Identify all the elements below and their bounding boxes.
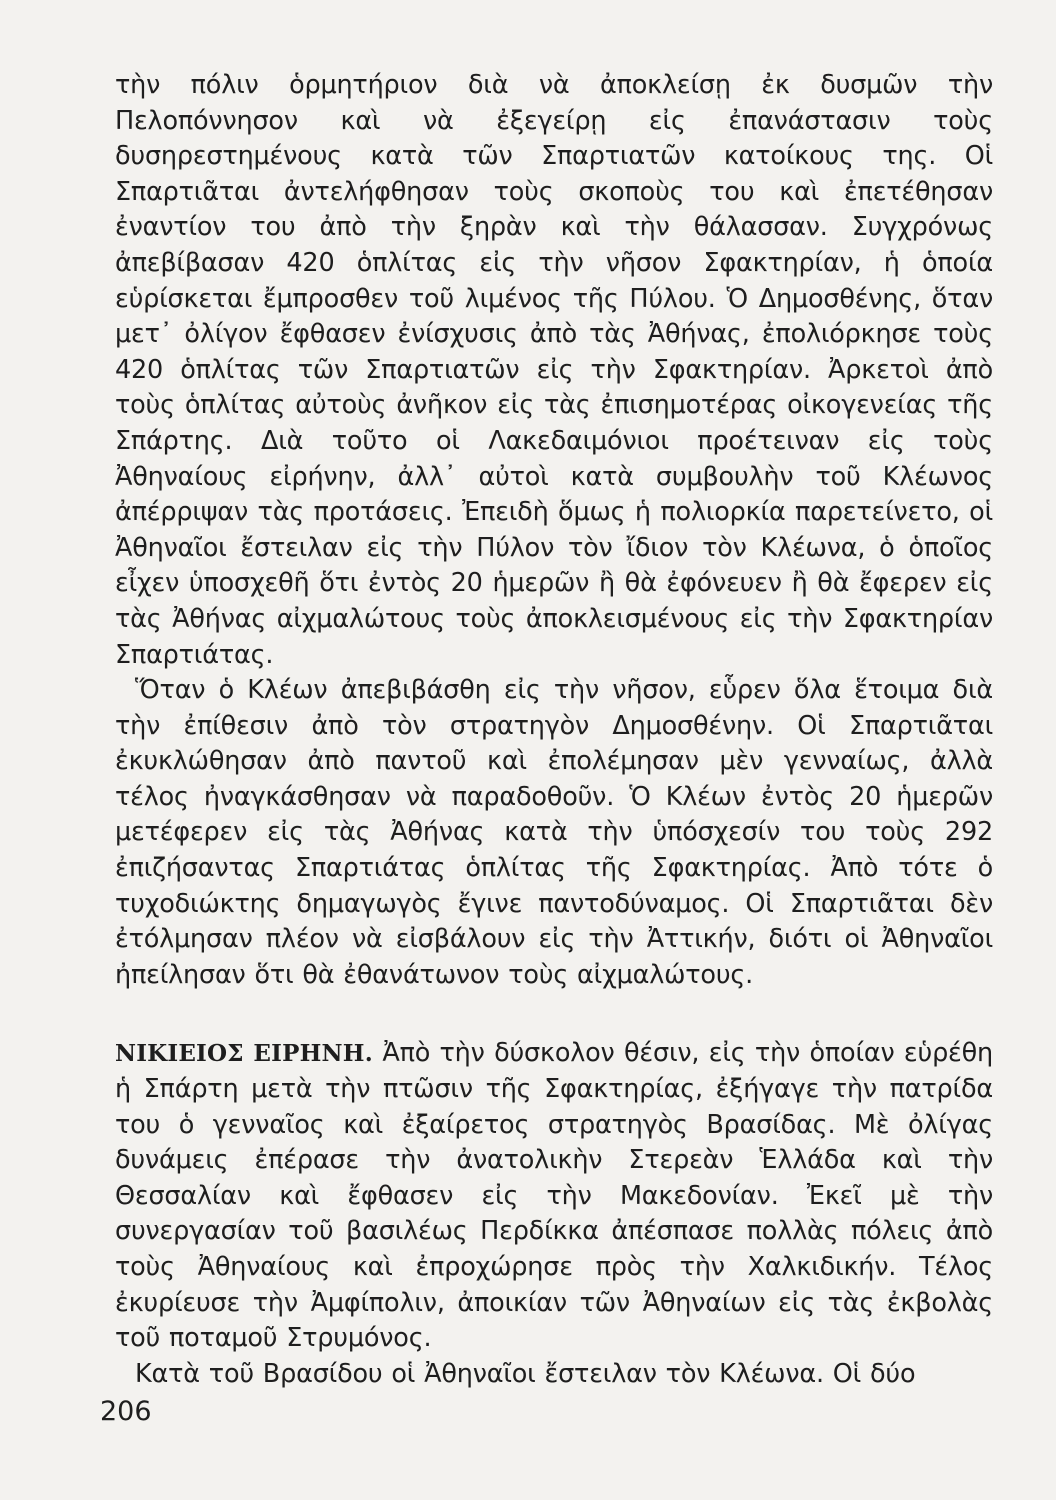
section-paragraph-2: Κατὰ τοῦ Βρασίδου οἱ Ἀθηναῖοι ἔστειλαν τὸν Κλέωνα. Οἱ δύο: [135, 1358, 916, 1389]
body-paragraph-2: Ὅταν ὁ Κλέων ἀπεβιβάσθη εἰς τὴν νῆσον, εὗρεν ὅλα ἕτοιμα διὰ τὴν ἐπίθεσιν ἀπὸ τὸν στρατηγὸν Δημοσθένην. Οἱ Σπαρτιᾶται ἐκυκλώθησαν ἀπὸ παντοῦ καὶ ἐπολέμησαν μὲν γενναίως, ἀλλὰ τέλος ἠναγκάσθησαν νὰ παραδοθοῦν. Ὁ Κλέων ἐντὸς 20 ἡμερῶν μετέφερεν εἰς τὰς Ἀθήνας κατὰ τὴν ὑπόσχεσίν του τοὺς 292 ἐπιζήσαντας Σπαρτιάτας ὁπλίτας τῆς Σφακτηρίας. Ἀπὸ τότε ὁ τυχοδιώκτης δημαγωγὸς ἔγινε παντοδύναμος. Οἱ Σπαρτιᾶται δὲν ἐτόλμησαν πλέον νὰ εἰσβάλουν εἰς τὴν Ἀττικήν, διότι οἱ Ἀθηναῖοι ἠπείλησαν ὅτι θὰ ἐθανάτωνον τοὺς αἰχμαλώτους.: [115, 675, 993, 990]
page-number: 206: [100, 1396, 152, 1427]
page-body: [115, 68, 993, 1392]
section-heading: ΝΙΚΙΕΙΟΣ ΕΙΡΗΝΗ.: [115, 1040, 373, 1068]
section-nikieios-eirini: [115, 1036, 993, 1392]
body-paragraph-1: τὴν πόλιν ὁρμητήριον διὰ νὰ ἀποκλείσῃ ἐκ δυσμῶν τὴν Πελοπόννησον καὶ νὰ ἐξεγείρῃ εἰς ἐπανάστασιν τοὺς δυσηρεστημένους κατὰ τῶν Σπαρτιατῶν κατοίκους της. Οἱ Σπαρτιᾶται ἀντελήφθησαν τοὺς σκοποὺς του καὶ ἐπετέθησαν ἐναντίον του ἀπὸ τὴν ξηρὰν καὶ τὴν θάλασσαν. Συγχρόνως ἀπεβίβασαν 420 ὁπλίτας εἰς τὴν νῆσον Σφακτηρίαν, ἡ ὁποία εὑρίσκεται ἔμπροσθεν τοῦ λιμένος τῆς Πύλου. Ὁ Δημοσθένης, ὅταν μετ᾽ ὀλίγον ἔφθασεν ἐνίσχυσις ἀπὸ τὰς Ἀθήνας, ἐπολιόρκησε τοὺς 420 ὁπλίτας τῶν Σπαρτιατῶν εἰς τὴν Σφακτηρίαν. Ἀρκετοὶ ἀπὸ τοὺς ὁπλίτας αὐτοὺς ἀνῆκον εἰς τὰς ἐπισημοτέρας οἰκογενείας τῆς Σπάρτης. Διὰ τοῦτο οἱ Λακεδαιμόνιοι προέτειναν εἰς τοὺς Ἀθηναίους εἰρήνην, ἀλλ᾽ αὐτοὶ κατὰ συμβουλὴν τοῦ Κλέωνος ἀπέρριψαν τὰς προτάσεις. Ἐπειδὴ ὅμως ἡ πολιορκία παρετείνετο, οἱ Ἀθηναῖοι ἔστειλαν εἰς τὴν Πύλον τὸν ἴδιον τὸν Κλέωνα, ὁ ὁποῖος εἶχεν ὑποσχεθῆ ὅτι ἐντὸς 20 ἡμερῶν ἢ θὰ ἐφόνευεν ἢ θὰ ἔφερεν εἰς τὰς Ἀθήνας αἰχμαλώτους τοὺς ἀποκλεισμένους εἰς τὴν Σφακτηρίαν Σπαρτιάτας.: [115, 70, 993, 670]
section-paragraph-1-text: Ἀπὸ τὴν δύσκολον θέσιν, εἰς τὴν ὁποίαν εὑρέθη ἡ Σπάρτη μετὰ τὴν πτῶσιν τῆς Σφακτηρίας, ἐξήγαγε τὴν πατρίδα του ὁ γενναῖος καὶ ἐξαίρετος στρατηγὸς Βρασίδας. Μὲ ὀλίγας δυνάμεις ἐπέρασε τὴν ἀνατολικὴν Στερεὰν Ἑλλάδα καὶ τὴν Θεσσαλίαν καὶ ἔφθασεν εἰς τὴν Μακεδονίαν. Ἐκεῖ μὲ τὴν συνεργασίαν τοῦ βασιλέως Περδίκκα ἀπέσπασε πολλὰς πόλεις ἀπὸ τοὺς Ἀθηναίους καὶ ἐπροχώρησε πρὸς τὴν Χαλκιδικήν. Τέλος ἐκυρίευσε τὴν Ἀμφίπολιν, ἀποικίαν τῶν Ἀθηναίων εἰς τὰς ἐκβολὰς τοῦ ποταμοῦ Στρυμόνος.: [115, 1038, 994, 1354]
section-paragraph-1: [115, 1036, 993, 1356]
